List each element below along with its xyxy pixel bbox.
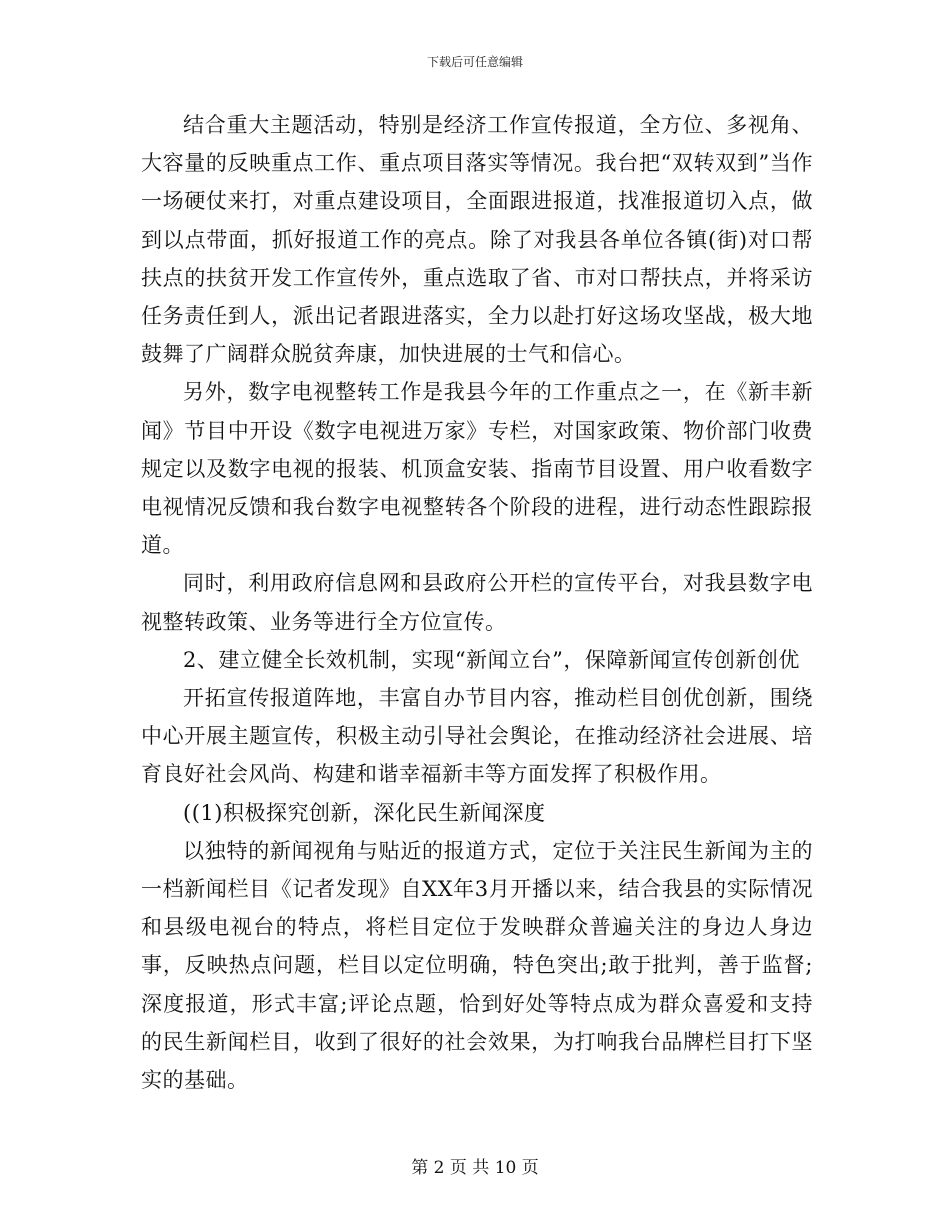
paragraph-3: 同时，利用政府信息网和县政府公开栏的宣传平台，对我县数字电视整转政策、业务等进行全方位宣传。 bbox=[141, 571, 813, 634]
body-text bbox=[141, 106, 813, 1099]
page-header: 下载后可任意编辑 bbox=[426, 55, 523, 69]
subsection-heading-1: ((1)积极探究创新，深化民生新闻深度 bbox=[183, 800, 546, 825]
page-number-footer: 第 2 页 共 10 页 bbox=[411, 1158, 539, 1178]
paragraph-1: 结合重大主题活动，特别是经济工作宣传报道，全方位、多视角、大容量的反映重点工作、重点项目落实等情况。我台把“双转双到”当作一场硬仗来打，对重点建设项目，全面跟进报道，找准报道切入点，做到以点带面，抓好报道工作的亮点。除了对我县各单位各镇(街)对口帮扶点的扶贫开发工作宣传外，重点选取了省、市对口帮扶点，并将采访任务责任到人，派出记者跟进落实，全力以赴打好这场攻坚战，极大地鼓舞了广阔群众脱贫奔康，加快进展的士气和信心。 bbox=[141, 113, 813, 367]
section-heading-2: 2、建立健全长效机制，实现“新闻立台”，保障新闻宣传创新创优 bbox=[183, 647, 800, 672]
paragraph-5: 以独特的新闻视角与贴近的报道方式，定位于关注民生新闻为主的一档新闻栏目《记者发现》自XX年3月开播以来，结合我县的实际情况和县级电视台的特点，将栏目定位于发映群众普遍关注的身边人身边事，反映热点问题，栏目以定位明确，特色突出;敢于批判，善于监督;深度报道，形式丰富;评论点题，恰到好处等特点成为群众喜爱和支持的民生新闻栏目，收到了很好的社会效果，为打响我台品牌栏目打下坚实的基础。 bbox=[141, 838, 813, 1093]
paragraph-4: 开拓宣传报道阵地，丰富自办节目内容，推动栏目创优创新，围绕中心开展主题宣传，积极主动引导社会舆论，在推动经济社会进展、培育良好社会风尚、构建和谐幸福新丰等方面发挥了积极作用。 bbox=[141, 686, 813, 787]
paragraph-2: 另外，数字电视整转工作是我县今年的工作重点之一，在《新丰新闻》节目中开设《数字电视进万家》专栏，对国家政策、物价部门收费规定以及数字电视的报装、机顶盒安装、指南节目设置、用户收看数字电视情况反馈和我台数字电视整转各个阶段的进程，进行动态性跟踪报道。 bbox=[141, 380, 813, 558]
